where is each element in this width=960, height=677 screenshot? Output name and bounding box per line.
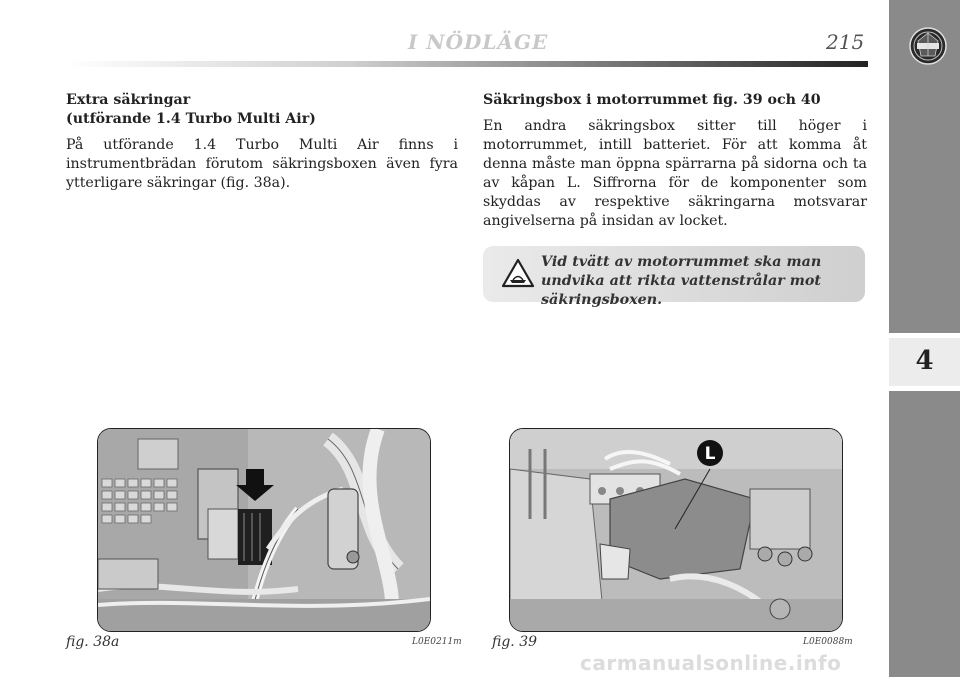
warning-text: Vid tvätt av motorrummet ska man undvika att rikta vattenstrålar mot säkringsboxen. xyxy=(541,254,822,308)
warning-box xyxy=(483,246,865,308)
body-paragraph: På utförande 1.4 Turbo Multi Air finns i instrumentbrädan förutom säkringsboxen även fyra ytterligare säkringar (fig. 38a). xyxy=(66,137,458,191)
body-paragraph: En andra säkringsbox sitter till höger i motorrummet, intill batteriet. För att komma åt denna måste man öppna spärrarna på sidorna och ta av kåpan L. Siffrorna för de komponenter som skyddas av respektive säkringarna motsvarar angivelserna på insidan av locket. xyxy=(483,118,867,229)
page-number: 215 xyxy=(826,30,865,54)
figure-code: L0E0088m xyxy=(803,637,853,647)
watermark: carmanualsonline.info xyxy=(580,651,842,675)
left-column xyxy=(66,91,458,193)
lancia-logo-icon xyxy=(908,26,948,66)
warning-triangle-icon xyxy=(501,258,535,288)
figure-38a xyxy=(97,428,431,632)
sidebar-bottom-block xyxy=(889,391,960,677)
dashboard-fuses-photo xyxy=(98,429,430,631)
section-heading-extra-fuses: Extra säkringar (utförande 1.4 Turbo Multi Air) xyxy=(66,92,316,127)
right-column xyxy=(483,91,867,231)
callout-label-l: L xyxy=(704,444,716,464)
section-heading-engine-fusebox: Säkringsbox i motorrummet fig. 39 och 40 xyxy=(483,92,821,108)
figure-code: L0E0211m xyxy=(412,637,462,647)
chapter-sidebar xyxy=(889,0,960,677)
figure-39 xyxy=(509,428,843,632)
figure-caption: fig. 39 xyxy=(492,634,538,650)
figure-caption: fig. 38a xyxy=(66,634,120,650)
chapter-tab-number: 4 xyxy=(915,346,934,376)
running-header-title: I NÖDLÄGE xyxy=(408,30,549,54)
header-rule xyxy=(66,61,868,67)
engine-fusebox-photo xyxy=(510,429,842,631)
